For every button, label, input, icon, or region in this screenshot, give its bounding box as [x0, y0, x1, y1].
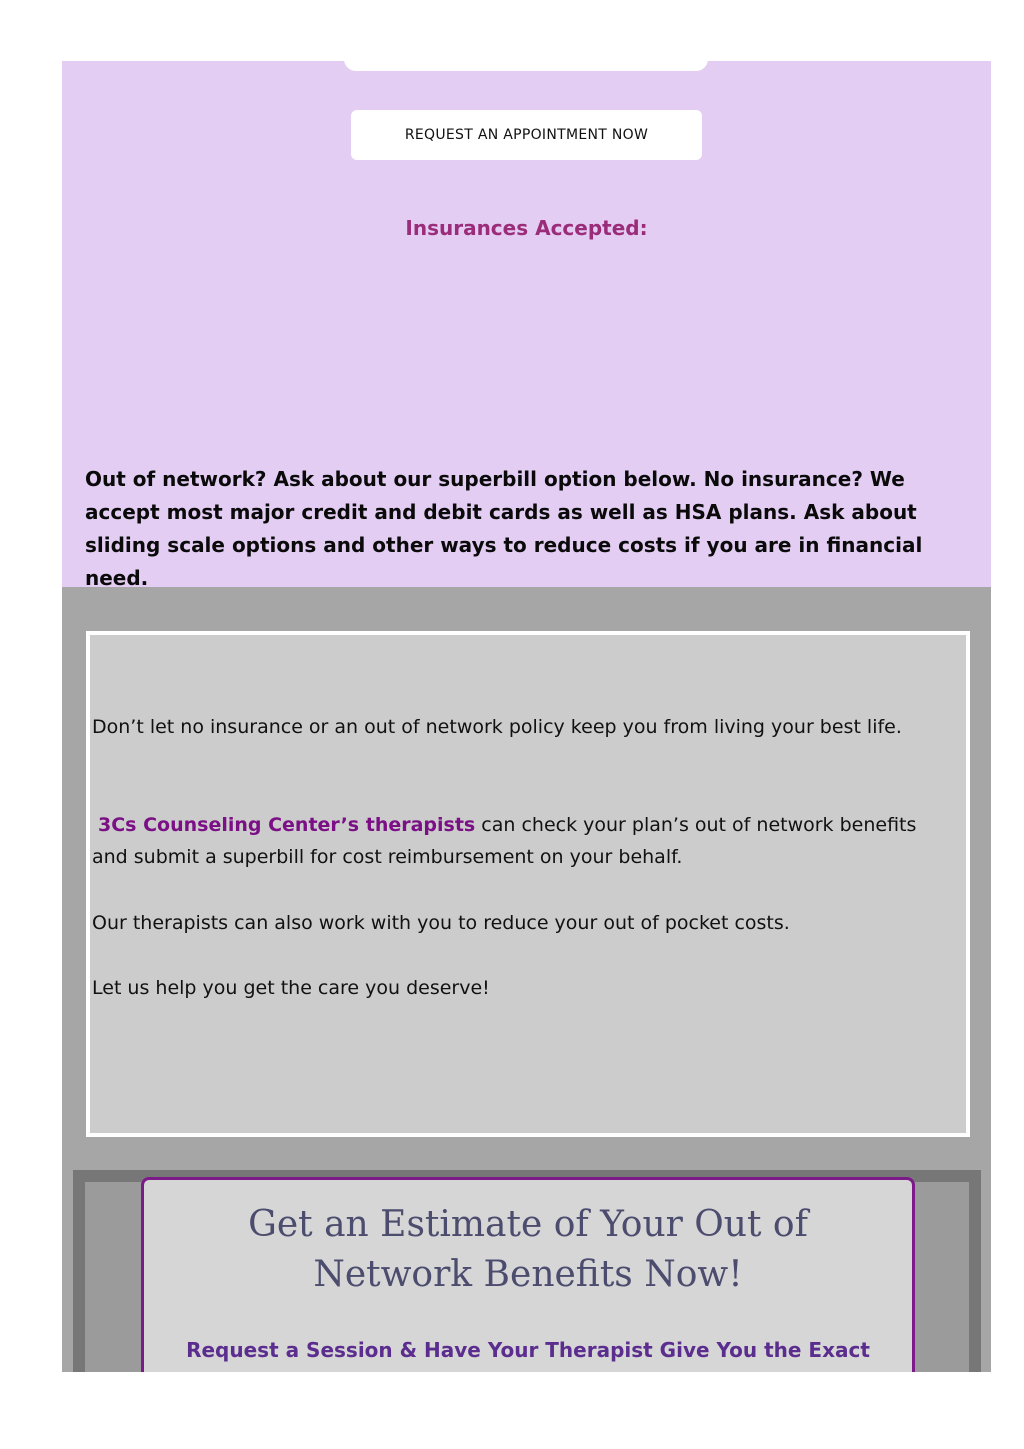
top-card-edge [344, 61, 708, 71]
estimate-subtitle: Request a Session & Have Your Therapist Give You the Exact [186, 1338, 870, 1362]
therapists-link[interactable]: 3Cs Counseling Center’s therapists [98, 814, 476, 836]
insurance-section [62, 61, 991, 590]
estimate-title: Get an Estimate of Your Out of Network Benefits Now! [248, 1204, 808, 1295]
estimate-card [141, 1177, 915, 1372]
insurances-accepted-heading: Insurances Accepted: [405, 216, 648, 240]
info-paragraph-2-text: can check your plan’s out of network benefits and submit a superbill for cost reimbursement on your behalf. [92, 814, 917, 868]
info-paragraph-1: Don’t let no insurance or an out of network policy keep you from living your best life. [92, 716, 902, 738]
info-paragraph-2 [92, 809, 952, 873]
info-paragraph-3: Our therapists can also work with you to reduce your out of pocket costs. [92, 912, 790, 934]
out-of-network-note: Out of network? Ask about our superbill option below. No insurance? We accept most major credit and debit cards as well as HSA plans. Ask about sliding scale options and other ways to reduce costs if you are in financial need. [85, 467, 923, 590]
request-appointment-button[interactable]: REQUEST AN APPOINTMENT NOW [351, 110, 702, 160]
info-paragraph-4: Let us help you get the care you deserve! [92, 977, 490, 999]
superbill-info-box [86, 631, 970, 1137]
page-container [62, 61, 991, 1372]
